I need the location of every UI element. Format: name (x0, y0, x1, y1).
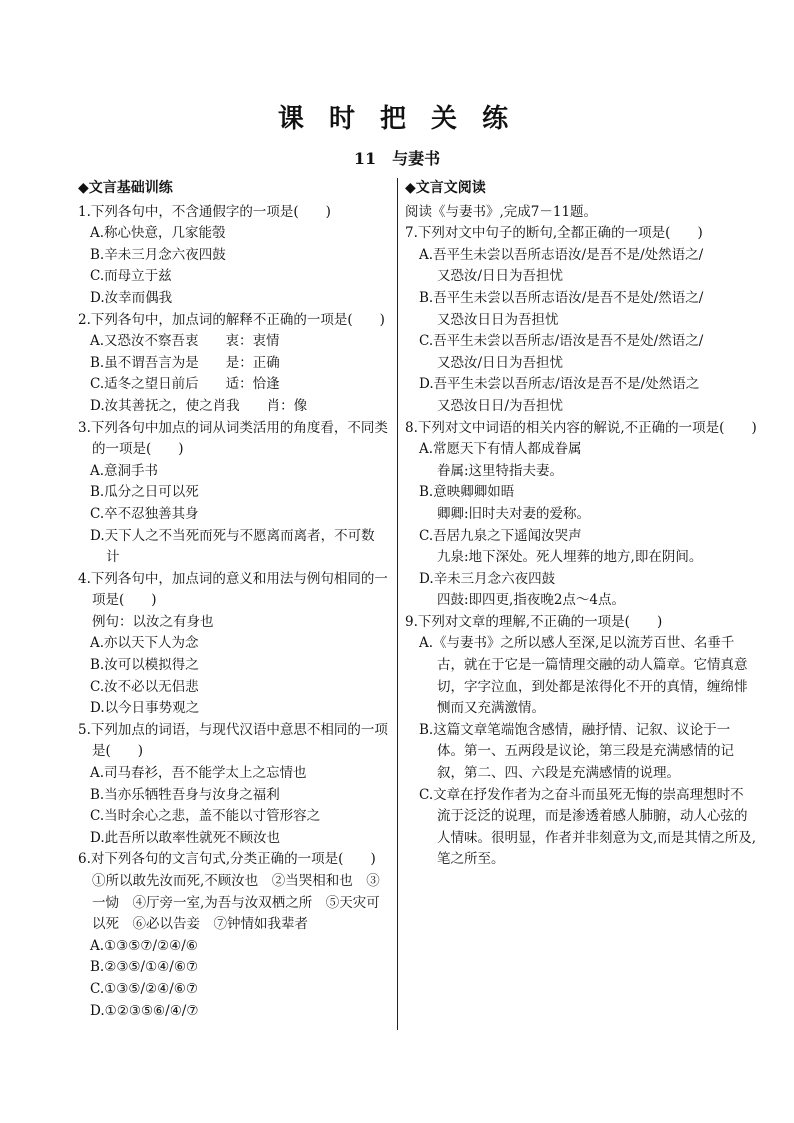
section-heading-reading: ◆文言文阅读 (405, 180, 486, 196)
option-d: D.汝幸而偶我 (90, 289, 173, 306)
option-line: D.辛未三月念六夜四鼓 (419, 570, 556, 587)
option-b: B.当亦乐牺牲吾身与汝身之福利 (90, 786, 280, 803)
option-a: A.称心快意，几家能彀 (90, 225, 226, 242)
option-d: D.天下人之不当死而死与不愿离而离者，不可数计 (90, 527, 375, 566)
sentence-list: ①所以敢先汝而死,不顾汝也 ②当哭相和也 ③一恸 ④厅旁一室,为吾与汝双栖之所 ⑤天灾可以死 ⑥必以告妾 ⑦钟情如我辈者 (92, 873, 380, 933)
question-stem: 9.下列对文章的理解,不正确的一项是( ) (405, 613, 663, 630)
option-a: A.①③⑤⑦/②④/⑥ (90, 937, 198, 954)
option-b: B.②③⑤/①④/⑥⑦ (90, 959, 199, 976)
option-line: 卿卿:旧时夫对妻的爱称。 (437, 505, 591, 522)
question-stem: 2.下列各句中，加点词的解释不正确的一项是( ) (78, 311, 385, 328)
reading-intro: 阅读《与妻书》,完成7－11题。 (405, 203, 598, 220)
option-b: B.辛未三月念六夜四鼓 (90, 246, 226, 263)
option-c: C.卒不忍独善其身 (90, 505, 199, 522)
option-c (405, 331, 757, 374)
question-stem: 8.下列对文中词语的相关内容的解说,不正确的一项是( ) (405, 419, 757, 436)
option-d: D.此吾所以敢率性就死不顾汝也 (90, 829, 281, 846)
option-a: A.《与妻书》之所以感人至深,足以流芳百世、名垂千古，就在于它是一篇情理交融的动人篇章。它情真意切，字字泣血，到处都是浓得化不开的真情，缠绵悱恻而又充满激情。 (419, 635, 748, 717)
question-stem: 3.下列各句中加点的词从词类活用的角度看，不同类的一项是( ) (78, 419, 388, 458)
option-d: D.①②③⑤⑥/④/⑦ (90, 1002, 199, 1019)
option-d (405, 374, 757, 417)
example-sentence: 例句：以汝之有身也 (92, 613, 214, 630)
option-a: A.司马春衫，吾不能学太上之忘情也 (90, 765, 307, 782)
option-line: C.吾居九泉之下遥闻汝哭声 (419, 527, 582, 544)
section-heading-basics: ◆文言基础训练 (78, 180, 173, 196)
option-line: 又恐汝/日日为吾担忧 (437, 268, 564, 285)
option-a: A.亦以天下人为念 (90, 635, 199, 652)
column-divider (397, 178, 398, 1030)
option-a: A.又恐汝不察吾衷 衷：衷情 (90, 333, 280, 350)
option-c: C.汝不必以无侣悲 (90, 678, 199, 695)
option-line: 四鼓:即四更,指夜晚2点～4点。 (437, 592, 626, 609)
option-c: C.文章在抒发作者为之奋斗而虽死无悔的崇高理想时不流于泛泛的说理，而是渗透着感人肺腑，动人心弦的人情味。很明显，作者并非刻意为文,而是其情之所及,笔之所至。 (419, 786, 757, 868)
question-7 (405, 223, 757, 417)
option-line: D.吾平生未尝以吾所志/语汝是吾不是/处然语之 (419, 376, 700, 393)
option-line: 眷属:这里特指夫妻。 (437, 462, 564, 479)
option-c (405, 526, 757, 569)
lesson-name: 与妻书 (392, 149, 441, 168)
option-d: D.汝其善抚之，使之肖我 肖：像 (90, 397, 308, 414)
page-title: 课 时 把 关 练 (277, 104, 517, 134)
question-stem: 7.下列对文中句子的断句,全都正确的一项是( ) (405, 225, 703, 242)
question-3 (78, 418, 388, 569)
option-d: D.以今日事势观之 (90, 700, 200, 717)
right-column (405, 178, 757, 871)
option-b: B.汝可以模拟得之 (90, 657, 199, 674)
question-9 (405, 612, 757, 871)
option-line: B.吾平生未尝以吾所志语汝/是吾不是处/然语之/ (419, 289, 704, 306)
option-a (405, 439, 757, 482)
option-line: A.吾平生未尝以吾所志语汝/是吾不是/处然语之/ (419, 246, 704, 263)
option-c: C.当时余心之悲，盖不能以寸管形容之 (90, 808, 321, 825)
option-c: C.①③⑤/②④/⑥⑦ (90, 980, 198, 997)
option-c: C.适冬之望日前后 适：恰逢 (90, 376, 280, 393)
question-2 (78, 310, 388, 418)
option-b (405, 482, 757, 525)
question-stem: 1.下列各句中，不含通假字的一项是( ) (78, 203, 331, 220)
left-column (78, 178, 388, 1022)
question-5 (78, 720, 388, 850)
question-6 (78, 849, 388, 1022)
option-line: 又恐汝日日为吾担忧 (437, 311, 559, 328)
option-b (405, 288, 757, 331)
option-line: C.吾平生未尝以吾所志/语汝是吾不是处/然语之/ (419, 333, 704, 350)
question-stem: 4.下列各句中，加点词的意义和用法与例句相同的一项是( ) (78, 570, 388, 609)
option-b: B.瓜分之日可以死 (90, 484, 199, 501)
option-line: A.常愿天下有情人都成眷属 (419, 441, 582, 458)
option-line: 又恐汝/日日为吾担忧 (437, 354, 564, 371)
option-c: C.而母立于兹 (90, 268, 172, 285)
option-b: B.这篇文章笔端饱含感情，融抒情、记叙、议论于一体。第一、五两段是议论，第三段是充满感情的记叙，第二、四、六段是充满感情的说理。 (419, 721, 734, 782)
option-line: 又恐汝日日/为吾担忧 (437, 397, 564, 414)
question-stem: 5.下列加点的词语，与现代汉语中意思不相同的一项是( ) (78, 721, 388, 760)
option-a (405, 245, 757, 288)
question-4 (78, 569, 388, 720)
option-line: 九泉:地下深处。死人埋葬的地方,即在阴间。 (437, 549, 703, 566)
question-stem: 6.对下列各句的文言句式,分类正确的一项是( ) (78, 851, 376, 868)
option-d (405, 569, 757, 612)
lesson-title (0, 146, 794, 169)
option-b: B.虽不谓吾言为是 是：正确 (90, 354, 280, 371)
question-1 (78, 202, 388, 310)
question-8 (405, 418, 757, 612)
option-line: B.意映卿卿如晤 (419, 484, 515, 501)
lesson-number: 11 (353, 149, 377, 168)
option-a: A.意洞手书 (90, 462, 159, 479)
